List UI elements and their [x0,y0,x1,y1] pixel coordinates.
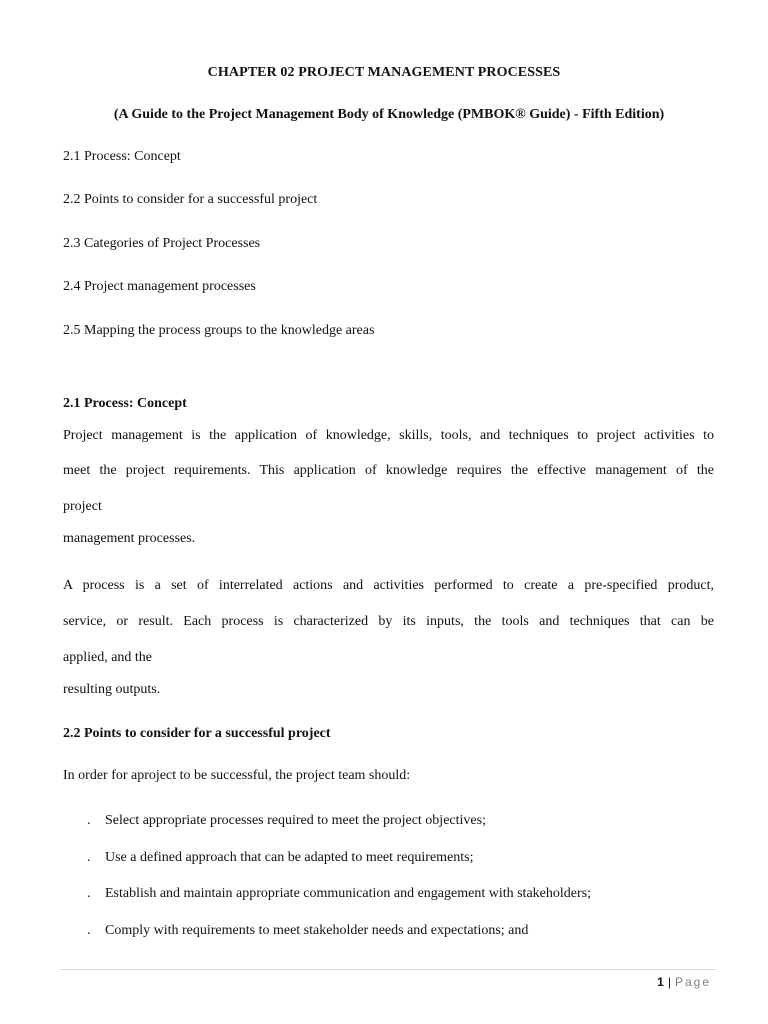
bullet-marker: . [87,813,91,828]
toc-item: 2.3 Categories of Project Processes [63,236,261,251]
bullet-marker: . [87,850,91,865]
list-item-text: Use a defined approach that can be adapted to meet requirements; [105,850,474,865]
footer-separator: | [667,975,671,989]
paragraph-line: In order for aproject to be successful, the project team should: [63,768,411,783]
paragraph-line: meet the project requirements. This application of knowledge requires the effective management of the [63,463,714,478]
paragraph-line: A process is a set of interrelated actions and activities performed to create a pre-specified product, [63,578,714,593]
page-footer [657,974,711,990]
list-item-text: Establish and maintain appropriate communication and engagement with stakeholders; [105,886,591,901]
list-item [87,812,486,830]
list-item [87,849,474,867]
bullet-marker: . [87,923,91,938]
toc-item: 2.4 Project management processes [63,279,256,294]
paragraph-line: applied, and the [63,650,153,665]
paragraph-line: Project management is the application of knowledge, skills, tools, and techniques to project activities to [63,428,714,443]
toc-item: 2.2 Points to consider for a successful project [63,192,318,207]
list-item [87,885,591,903]
list-item-text: Comply with requirements to meet stakeholder needs and expectations; and [105,923,529,938]
bullet-marker: . [87,886,91,901]
page-number: 1 [657,975,664,989]
list-item [87,922,528,940]
list-item-text: Select appropriate processes required to meet the project objectives; [105,813,486,828]
paragraph-line: service, or result. Each process is characterized by its inputs, the tools and techniques that can be [63,614,714,629]
toc-item: 2.5 Mapping the process groups to the knowledge areas [63,323,375,338]
document-subtitle: (A Guide to the Project Management Body of Knowledge (PMBOK® Guide) - Fifth Edition) [113,107,665,122]
toc-item: 2.1 Process: Concept [63,149,181,164]
document-title: CHAPTER 02 PROJECT MANAGEMENT PROCESSES [207,65,561,80]
paragraph-line: resulting outputs. [63,682,161,697]
section-heading: 2.2 Points to consider for a successful project [63,726,331,741]
paragraph-line: project [63,499,102,514]
section-heading: 2.1 Process: Concept [63,396,187,411]
footer-divider [60,969,716,970]
page-label: Page [674,975,711,989]
paragraph-line: management processes. [63,531,196,546]
